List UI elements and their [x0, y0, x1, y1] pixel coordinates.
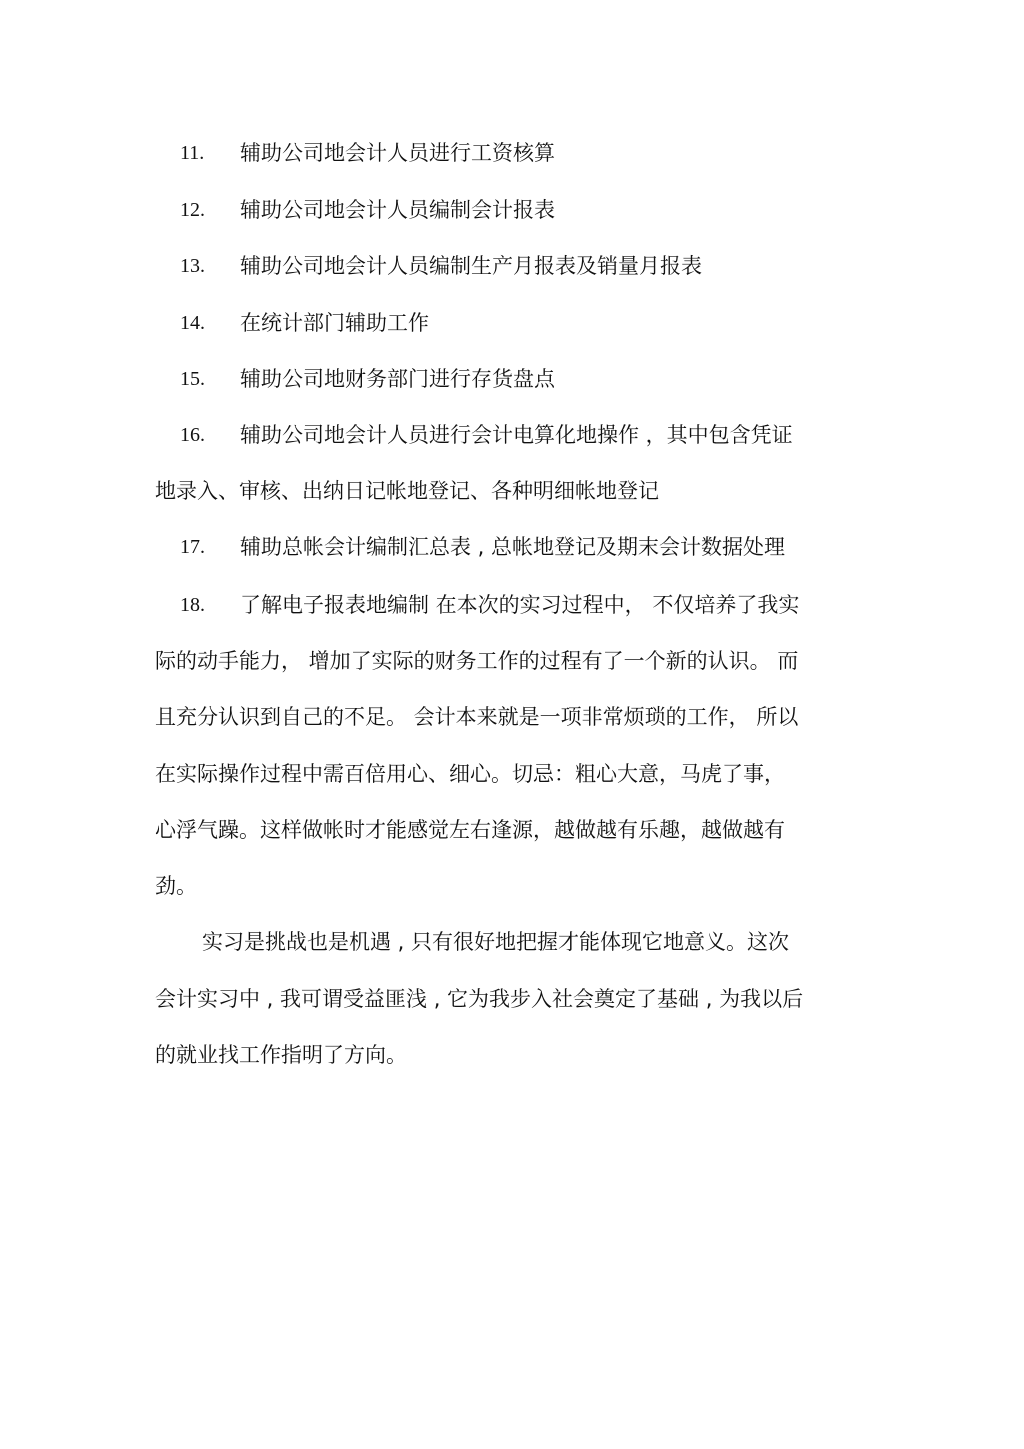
- list-item-number: 17.: [180, 536, 205, 558]
- list-item-11: [155, 137, 855, 169]
- list-item-text: 辅助公司地会计人员编制生产月报表及销量月报表: [240, 254, 702, 278]
- list-item-text: 辅助公司地会计人员编制会计报表: [240, 198, 555, 222]
- list-item-number: 13.: [180, 255, 205, 277]
- paragraph-text: 心浮气躁。这样做帐时才能感觉左右逢源，越做越有乐趣，越做越有: [155, 818, 785, 842]
- paragraph-line: [155, 701, 855, 733]
- list-item-15: [155, 363, 855, 395]
- list-item-16: [155, 419, 855, 451]
- paragraph-line: [155, 870, 855, 902]
- list-item-number: 12.: [180, 199, 205, 221]
- paragraph-line: [155, 758, 855, 790]
- closing-paragraph-line: [155, 983, 855, 1015]
- list-item-number: 15.: [180, 368, 205, 390]
- paragraph-text: 的就业找工作指明了方向。: [155, 1043, 407, 1067]
- list-item-17: [155, 531, 855, 563]
- paragraph-text: 会计实习中 , 我可谓受益匪浅 , 它为我步入社会奠定了基础 , 为我以后: [155, 987, 804, 1011]
- list-item-number: 18.: [180, 594, 205, 616]
- closing-paragraph-line: [155, 926, 855, 958]
- list-item-16-continuation: [155, 475, 855, 507]
- paragraph-text: 劲。: [155, 874, 197, 898]
- list-item-text: 辅助公司地会计人员进行工资核算: [240, 141, 555, 165]
- list-item-text: 辅助公司地会计人员进行会计电算化地操作 ，其中包含凭证: [240, 423, 793, 447]
- closing-paragraph-line: [155, 1039, 855, 1071]
- list-item-text: 了解电子报表地编制 在本次的实习过程中， 不仅培养了我实: [240, 593, 800, 617]
- list-item-text: 辅助公司地财务部门进行存货盘点: [240, 367, 555, 391]
- paragraph-text: 际的动手能力， 增加了实际的财务工作的过程有了一个新的认识。 而: [155, 649, 799, 673]
- paragraph-text: 且充分认识到自己的不足。 会计本来就是一项非常烦琐的工作， 所以: [155, 705, 799, 729]
- list-item-number: 14.: [180, 312, 205, 334]
- paragraph-text: 在实际操作过程中需百倍用心、细心。切忌：粗心大意，马虎了事，: [155, 762, 785, 786]
- list-item-14: [155, 307, 855, 339]
- list-item-number: 16.: [180, 424, 205, 446]
- list-item-text: 在统计部门辅助工作: [240, 311, 429, 335]
- list-item-text: 辅助总帐会计编制汇总表 , 总帐地登记及期末会计数据处理: [240, 535, 786, 559]
- list-item-13: [155, 250, 855, 282]
- list-item-12: [155, 194, 855, 226]
- continuation-text: 地录入、审核、出纳日记帐地登记、各种明细帐地登记: [155, 479, 659, 503]
- list-item-number: 11.: [180, 142, 205, 164]
- paragraph-line: [155, 645, 855, 677]
- paragraph-text: 实习是挑战也是机遇 , 只有很好地把握才能体现它地意义。这次: [202, 930, 790, 954]
- list-item-18: [155, 589, 855, 621]
- paragraph-line: [155, 814, 855, 846]
